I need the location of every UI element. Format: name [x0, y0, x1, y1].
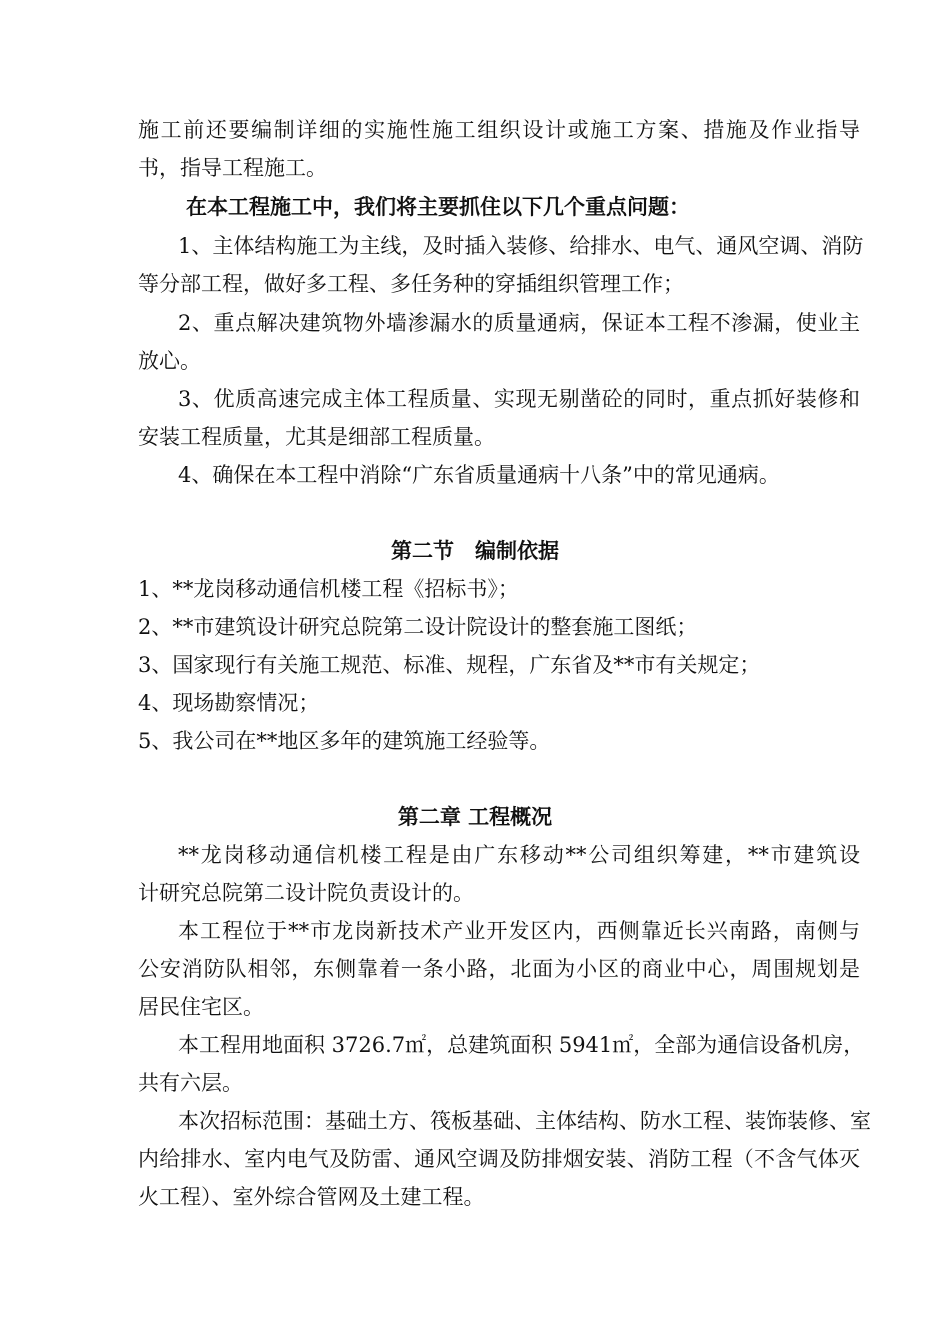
overview-p3-line-2: 共有六层。 — [138, 1071, 243, 1095]
overview-p1-line-1: **龙岗移动通信机楼工程是由广东移动**公司组织筹建，**市建筑设 — [178, 843, 860, 867]
focus-heading: 在本工程施工中，我们将主要抓住以下几个重点问题： — [186, 195, 690, 219]
focus-item-3-line-1: 3、优质高速完成主体工程质量、实现无剔凿砼的同时，重点抓好装修和 — [178, 387, 860, 411]
overview-p4-line-2: 内给排水、室内电气及防雷、通风空调及防排烟安装、消防工程（不含气体灭 — [138, 1147, 860, 1171]
section-title: 第二节 编制依据 — [391, 539, 559, 563]
basis-item-5: 5、我公司在**地区多年的建筑施工经验等。 — [138, 729, 551, 753]
overview-p4-line-3: 火工程）、室外综合管网及土建工程。 — [138, 1185, 485, 1209]
overview-p2-line-1: 本工程位于**市龙岗新技术产业开发区内，西侧靠近长兴南路，南侧与 — [178, 919, 860, 943]
focus-item-4: 4、确保在本工程中消除“广东省质量通病十八条”中的常见通病。 — [178, 463, 780, 487]
intro-line-2: 书，指导工程施工。 — [138, 156, 327, 180]
intro-line-1: 施工前还要编制详细的实施性施工组织设计或施工方案、措施及作业指导 — [138, 118, 860, 142]
overview-p3-line-1: 本工程用地面积 3726.7㎡，总建筑面积 5941㎡，全部为通信设备机房， — [178, 1033, 865, 1057]
basis-item-1: 1、**龙岗移动通信机楼工程《招标书》； — [138, 577, 519, 601]
focus-item-2-line-2: 放心。 — [138, 349, 201, 373]
focus-item-3-line-2: 安装工程质量，尤其是细部工程质量。 — [138, 425, 495, 449]
overview-p4-line-1: 本次招标范围：基础土方、筏板基础、主体结构、防水工程、装饰装修、室 — [178, 1109, 871, 1133]
overview-p2-line-2: 公安消防队相邻，东侧靠着一条小路，北面为小区的商业中心，周围规划是 — [138, 957, 860, 981]
chapter-title: 第二章 工程概况 — [397, 805, 553, 829]
basis-item-2: 2、**市建筑设计研究总院第二设计院设计的整套施工图纸； — [138, 615, 698, 639]
focus-item-1-line-1: 1、主体结构施工为主线，及时插入装修、给排水、电气、通风空调、消防 — [178, 234, 864, 258]
overview-p2-line-3: 居民住宅区。 — [138, 995, 264, 1019]
focus-item-2-line-1: 2、重点解决建筑物外墙渗漏水的质量通病，保证本工程不渗漏，使业主 — [178, 311, 860, 335]
focus-item-1-line-2: 等分部工程，做好多工程、多任务种的穿插组织管理工作； — [138, 272, 684, 296]
basis-item-4: 4、现场勘察情况； — [138, 691, 320, 715]
basis-item-3: 3、国家现行有关施工规范、标准、规程，广东省及**市有关规定； — [138, 653, 761, 677]
overview-p1-line-2: 计研究总院第二设计院负责设计的。 — [138, 881, 474, 905]
